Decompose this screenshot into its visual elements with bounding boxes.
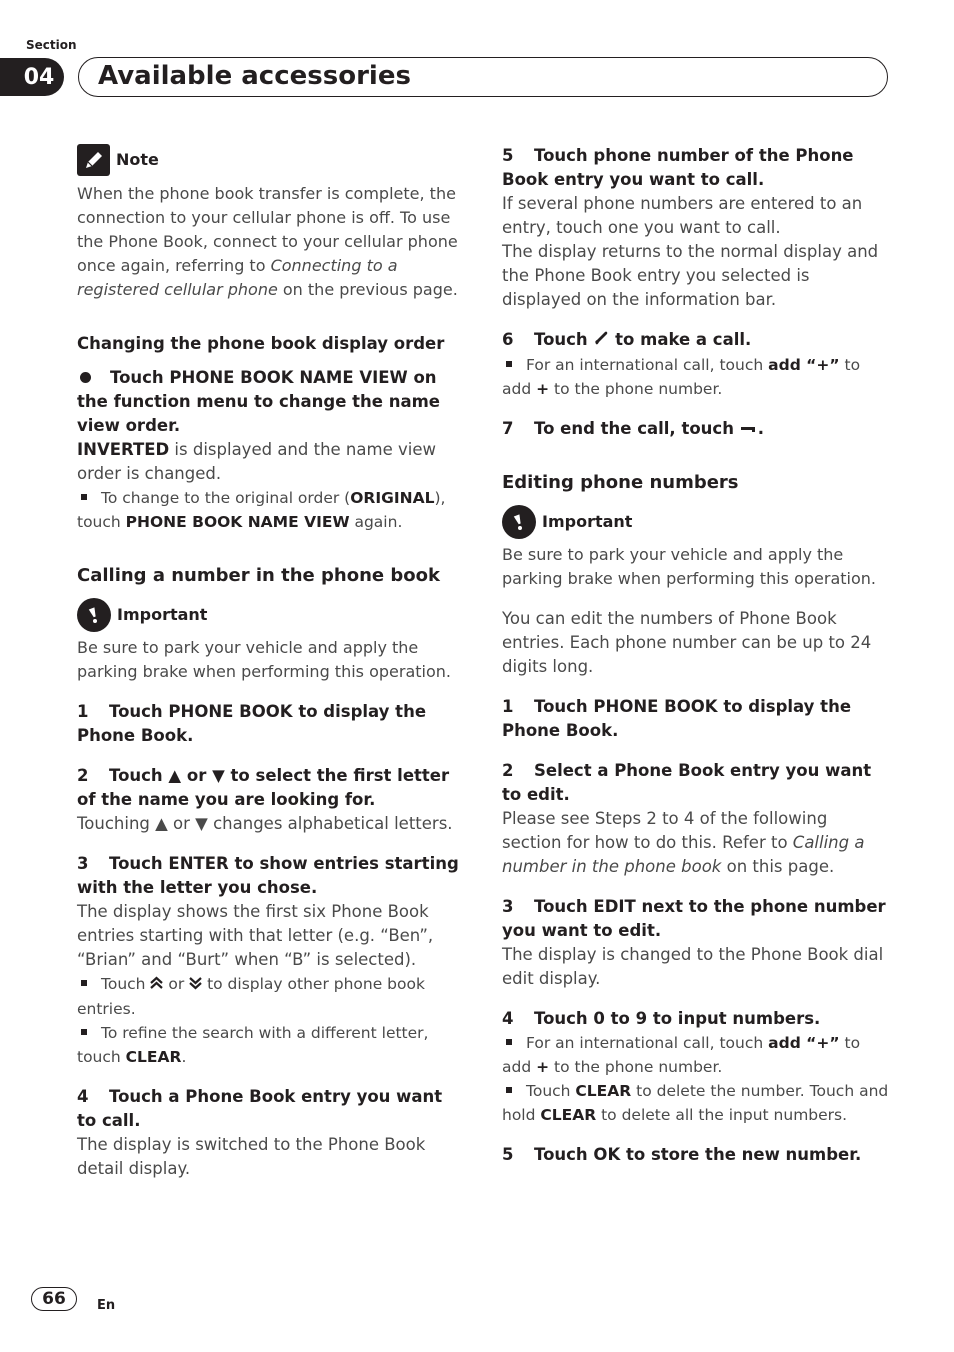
step-6: 6 Touch to make a call. — [502, 328, 890, 353]
edit-step-3-desc: The display is changed to the Phone Book dial edit display. — [502, 945, 884, 988]
step-3-tip-2: To refine the search with a different letter, touch CLEAR. — [77, 1023, 429, 1066]
important-label: Important — [117, 605, 208, 624]
important-heading — [77, 598, 465, 632]
step-1: 1 Touch PHONE BOOK to display the Phone Book. — [77, 702, 427, 745]
order-step: Touch PHONE BOOK NAME VIEW on the function menu to change the name view order. — [77, 368, 440, 435]
edit-intro: You can edit the numbers of Phone Book entries. Each phone number can be up to 24 digits long. — [502, 609, 872, 676]
edit-step-3: 3 Touch EDIT next to the phone number you want to edit. — [502, 897, 886, 940]
exclamation-icon — [502, 505, 536, 539]
important-label-2: Important — [542, 512, 633, 531]
step-4-desc: The display is switched to the Phone Book detail display. — [77, 1134, 426, 1178]
edit-step-4-tip-2: Touch CLEAR to delete the number. Touch and hold CLEAR to delete all the input numbers. — [502, 1082, 889, 1124]
phone-handset-icon — [593, 329, 609, 353]
note-heading — [77, 144, 465, 176]
edit-step-4-tip-1: For an international call, touch add “+” to add + to the phone number. — [502, 1034, 861, 1076]
step-5-desc-2: The display returns to the normal display and the Phone Book entry you selected is displayed on the information bar. — [502, 242, 879, 309]
important-text: Be sure to park your vehicle and apply the parking brake when performing this operation. — [77, 638, 451, 681]
order-tip: To change to the original order (ORIGINAL), touch PHONE BOOK NAME VIEW again. — [77, 489, 446, 531]
edit-step-2-desc: Please see Steps 2 to 4 of the following section for how to do this. Refer to Calling a number in the phone book on this page. — [502, 809, 865, 876]
edit-step-1: 1 Touch PHONE BOOK to display the Phone Book. — [502, 697, 852, 740]
step-2: 2 Touch ▲ or ▼ to select the first letter of the name you are looking for. — [77, 766, 450, 809]
edit-step-2: 2 Select a Phone Book entry you want to edit. — [502, 761, 872, 804]
section-number-badge: 04 — [0, 58, 64, 96]
important-text-2: Be sure to park your vehicle and apply the parking brake when performing this operation. — [502, 545, 876, 588]
step-5: 5 Touch phone number of the Phone Book entry you want to call. — [502, 146, 854, 189]
note-text: When the phone book transfer is complete, the connection to your cellular phone is off. To use the Phone Book, connect to your cellular phone once again, referring to Connecting to a registered cellular phone on the previous page. — [77, 184, 458, 299]
step-4: 4 Touch a Phone Book entry you want to call. — [77, 1086, 443, 1130]
important-heading-2 — [502, 505, 890, 539]
step-2-desc: Touching ▲ or ▼ changes alphabetical letters. — [77, 814, 453, 833]
section-label: Section — [26, 38, 77, 52]
page-title: Available accessories — [98, 61, 411, 91]
double-chevron-up-icon — [150, 973, 163, 997]
double-chevron-down-icon — [189, 973, 202, 997]
bullet-dot — [80, 372, 91, 383]
right-column — [502, 144, 890, 1167]
edit-reference: Calling a number in the phone book — [502, 833, 865, 876]
edit-step-4: 4 Touch 0 to 9 to input numbers. — [502, 1009, 821, 1028]
step-3-tip-1: Touch or to display other phone book entries. — [77, 972, 465, 1021]
pencil-icon — [77, 144, 110, 176]
note-reference: Connecting to a registered cellular phone — [77, 256, 398, 299]
step-5-desc-1: If several phone numbers are entered to an entry, touch one you want to call. — [502, 194, 863, 237]
step-7: 7 To end the call, touch . — [502, 417, 890, 442]
step-6-tip: For an international call, touch add “+” to add + to the phone number. — [502, 355, 861, 398]
heading-display-order: Changing the phone book display order — [77, 334, 445, 353]
page-number: 66 — [31, 1287, 77, 1311]
heading-editing: Editing phone numbers — [502, 472, 739, 493]
heading-calling: Calling a number in the phone book — [77, 565, 440, 586]
order-desc: INVERTED is displayed and the name view order is changed. — [77, 440, 436, 483]
note-label: Note — [116, 150, 159, 169]
language-code: En — [97, 1298, 116, 1313]
end-call-icon — [740, 417, 758, 441]
step-3: 3 Touch ENTER to show entries starting with the letter you chose. — [77, 854, 459, 897]
edit-step-5: 5 Touch OK to store the new number. — [502, 1145, 862, 1164]
step-3-desc: The display shows the first six Phone Book entries starting with that letter (e.g. “Ben”, “Brian” and “Burt” when “B” is selected). — [77, 902, 434, 969]
exclamation-icon — [77, 598, 111, 632]
left-column — [77, 144, 465, 1181]
